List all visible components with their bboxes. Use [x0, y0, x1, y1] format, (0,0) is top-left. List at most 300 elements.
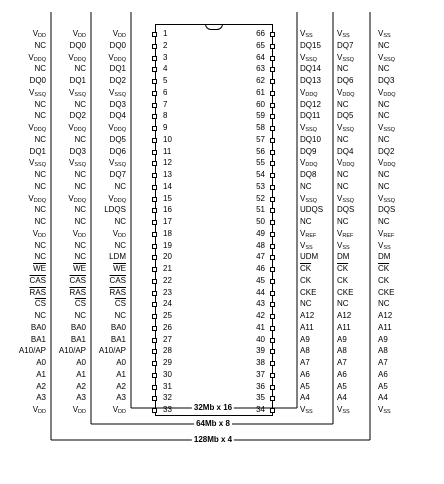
pin-51-c32-signal: UDQS [300, 205, 324, 215]
pin-9-marker [152, 126, 157, 131]
pin-54-c32-signal: DQ8 [300, 170, 317, 179]
pin-31-marker [152, 385, 157, 390]
pin-58-c64-signal: $V_{SSQ}$ [337, 123, 354, 133]
pin-38-marker [270, 361, 275, 366]
pin-49-c128-signal: $V_{REF}$ [378, 228, 395, 239]
pin-54-c64-signal: NC [337, 170, 349, 179]
pin-23-number: 23 [163, 287, 172, 297]
pin-7-c32-signal: DQ3 [109, 99, 126, 109]
pin-14-marker [152, 185, 157, 190]
pin-40-marker [270, 338, 275, 343]
pin-66-c128-signal: $V_{SS}$ [378, 29, 391, 39]
pin-61-c64-signal: $V_{DDQ}$ [337, 87, 355, 98]
pin-49-c64-signal: $V_{REF}$ [337, 228, 354, 239]
pin-14-c128-signal: NC [34, 181, 46, 191]
pin-58-marker [270, 126, 275, 131]
pin-34-number: 34 [256, 405, 265, 414]
pin-10-c32-signal: DQ5 [109, 134, 126, 144]
pin-17-number: 17 [163, 217, 172, 226]
pin-66-c64-signal: $V_{SS}$ [337, 29, 350, 39]
label-32mb-x16: 32Mb x 16 [193, 403, 233, 412]
pin-37-number: 37 [256, 369, 265, 379]
pin-33-c32-signal: $V_{DD}$ [112, 405, 126, 415]
pin-48-c64-signal: $V_{SS}$ [337, 240, 350, 251]
pin-47-c32-signal: UDM [300, 252, 319, 262]
pin-39-c128-signal: A8 [378, 346, 388, 356]
pin-51-marker [270, 208, 275, 213]
pin-6-c128-signal: $V_{SSQ}$ [29, 87, 46, 98]
pin-19-marker [152, 244, 157, 249]
pin-42-c128-signal: A12 [378, 311, 393, 320]
pin-31-c64-signal: A2 [76, 381, 86, 391]
pin-32-marker [152, 396, 157, 401]
pin-65-marker [270, 44, 275, 49]
pin-62-c32-signal: DQ13 [300, 76, 321, 85]
pin-42-c64-signal: A12 [337, 311, 352, 320]
pin-61-number: 61 [256, 87, 265, 97]
pin-48-c32-signal: $V_{SS}$ [300, 240, 313, 251]
pin-36-c64-signal: A5 [337, 381, 347, 391]
pin-42-number: 42 [256, 311, 265, 320]
pin-48-marker [270, 244, 275, 249]
pin-3-c32-signal: $V_{DDQ}$ [108, 52, 126, 63]
pin-64-c128-signal: $V_{SSQ}$ [378, 52, 395, 63]
pin-33-c128-signal: $V_{DD}$ [32, 405, 46, 415]
pin-53-c32-signal: NC [300, 181, 312, 191]
pin-3-c64-signal: $V_{DDQ}$ [68, 52, 86, 63]
pin-6-c64-signal: $V_{SSQ}$ [69, 87, 86, 98]
pin-18-c32-signal: $V_{DD}$ [112, 228, 126, 239]
pin-63-c64-signal: NC [337, 64, 349, 74]
pin-28-c128-signal: A10/AP [18, 346, 46, 356]
pin-49-c32-signal: $V_{REF}$ [300, 228, 317, 239]
pin-15-marker [152, 197, 157, 202]
pin-16-number: 16 [163, 205, 172, 215]
pin-28-c32-signal: A10/AP [98, 346, 126, 356]
pin-10-marker [152, 138, 157, 143]
pin-26-c128-signal: BA0 [30, 322, 46, 332]
pin-60-c64-signal: NC [337, 99, 349, 109]
pin-31-c32-signal: A2 [116, 381, 126, 391]
pin-41-c32-signal: A11 [300, 322, 314, 332]
pin-27-number: 27 [163, 334, 172, 344]
pin-51-c128-signal: DQS [378, 205, 396, 215]
pin-42-marker [270, 314, 275, 319]
pin-63-number: 63 [256, 64, 265, 74]
pin-61-c32-signal: $V_{DDQ}$ [300, 87, 318, 98]
pin-2-c32-signal: DQ0 [109, 40, 126, 50]
pin-44-c32-signal: CKE [300, 287, 317, 297]
pin-43-number: 43 [256, 299, 265, 309]
pin-48-c128-signal: $V_{SS}$ [378, 240, 391, 251]
pin-50-number: 50 [256, 217, 265, 226]
pin-61-marker [270, 91, 275, 96]
pin-12-c32-signal: $V_{SSQ}$ [109, 158, 126, 169]
pin-24-c64-signal: $\overline{CS}$ [74, 299, 86, 309]
pin-8-c64-signal: DQ2 [69, 111, 86, 121]
pin-19-c64-signal: NC [74, 240, 86, 250]
pin-53-number: 53 [256, 181, 265, 191]
pin-58-c128-signal: $V_{SSQ}$ [378, 123, 395, 133]
pin-54-number: 54 [256, 170, 265, 179]
pin-18-c64-signal: $V_{DD}$ [72, 228, 86, 239]
pin-59-number: 59 [256, 111, 265, 121]
pin-43-c32-signal: NC [300, 299, 312, 309]
pin-38-number: 38 [256, 358, 265, 367]
pin-52-c128-signal: $V_{SSQ}$ [378, 193, 395, 204]
pin-62-number: 62 [256, 76, 265, 85]
pin-24-c32-signal: $\overline{CS}$ [114, 299, 126, 309]
pin-58-c32-signal: $V_{SSQ}$ [300, 123, 317, 133]
pin-11-c128-signal: DQ1 [29, 146, 46, 156]
pin-21-c32-signal: $\overline{WE}$ [113, 264, 126, 273]
pin-60-marker [270, 103, 275, 108]
pin-6-c32-signal: $V_{SSQ}$ [109, 87, 126, 98]
pin-9-number: 9 [163, 123, 168, 132]
pin-24-c128-signal: $\overline{CS}$ [34, 299, 46, 309]
pin-8-c32-signal: DQ4 [109, 111, 126, 121]
label-64mb-x8: 64Mb x 8 [196, 419, 230, 428]
pin-4-number: 4 [163, 64, 168, 74]
pin-24-marker [152, 302, 157, 307]
pin-20-c32-signal: LDM [109, 252, 126, 262]
pin-65-c128-signal: NC [378, 40, 390, 50]
pin-22-c32-signal: $\overline{CAS}$ [109, 275, 126, 285]
pin-11-c32-signal: DQ6 [109, 146, 126, 156]
pin-46-c64-signal: $\overline{CK}$ [337, 264, 349, 273]
pin-44-c64-signal: CKE [337, 287, 354, 297]
pin-9-c128-signal: $V_{DDQ}$ [28, 123, 46, 133]
pin-56-marker [270, 150, 275, 155]
pin-34-c32-signal: $V_{SS}$ [300, 405, 313, 415]
pin-25-c32-signal: NC [114, 311, 126, 320]
pin-4-c64-signal: NC [74, 64, 86, 74]
pin-41-number: 41 [256, 322, 265, 332]
pin-27-c128-signal: BA1 [30, 334, 46, 344]
pin-65-number: 65 [256, 40, 265, 50]
pin-13-number: 13 [163, 170, 172, 179]
pin-29-c64-signal: A0 [76, 358, 86, 367]
pin-29-c128-signal: A0 [36, 358, 46, 367]
pin-13-c128-signal: NC [34, 170, 46, 179]
pin-28-number: 28 [163, 346, 172, 356]
pin-3-marker [152, 56, 157, 61]
pin-26-c32-signal: BA0 [110, 322, 126, 332]
pin-21-c64-signal: $\overline{WE}$ [73, 264, 86, 273]
pin-12-marker [152, 161, 157, 166]
pin-47-number: 47 [256, 252, 265, 262]
pin-10-number: 10 [163, 134, 172, 144]
pin-45-c64-signal: CK [337, 275, 349, 285]
pin-16-c64-signal: NC [74, 205, 86, 215]
pin-34-marker [270, 408, 275, 413]
pin-1-c128-signal: $V_{DD}$ [32, 29, 46, 39]
pin-52-c64-signal: $V_{SSQ}$ [337, 193, 354, 204]
pin-7-marker [152, 103, 157, 108]
pin-32-number: 32 [163, 393, 172, 403]
pin-59-marker [270, 114, 275, 119]
pin-64-c64-signal: $V_{SSQ}$ [337, 52, 354, 63]
pin-30-number: 30 [163, 369, 172, 379]
pin-4-c128-signal: NC [34, 64, 46, 74]
pin-30-c32-signal: A1 [116, 369, 126, 379]
pin-45-c32-signal: CK [300, 275, 312, 285]
pin-21-c128-signal: $\overline{WE}$ [33, 264, 46, 273]
pin-37-c128-signal: A6 [378, 369, 388, 379]
pin-41-c64-signal: A11 [337, 322, 351, 332]
pin-54-marker [270, 173, 275, 178]
pin-37-c32-signal: A6 [300, 369, 310, 379]
pin-33-marker [152, 408, 157, 413]
pin-7-c64-signal: NC [74, 99, 86, 109]
pin-25-number: 25 [163, 311, 172, 320]
pin-7-number: 7 [163, 99, 168, 109]
pin-22-number: 22 [163, 275, 172, 285]
pin-1-c32-signal: $V_{DD}$ [112, 29, 126, 39]
pin-33-number: 33 [163, 405, 172, 414]
pin-5-c64-signal: DQ1 [69, 76, 86, 85]
pin-51-number: 51 [256, 205, 265, 215]
pin-40-c64-signal: A9 [337, 334, 347, 344]
pin-40-c32-signal: A9 [300, 334, 310, 344]
pin-25-c128-signal: NC [34, 311, 46, 320]
pin-32-c32-signal: A3 [116, 393, 126, 403]
pin-55-marker [270, 161, 275, 166]
pin-57-marker [270, 138, 275, 143]
pin-2-c64-signal: DQ0 [69, 40, 86, 50]
pin-17-marker [152, 220, 157, 225]
pin-63-marker [270, 67, 275, 72]
pin-60-c32-signal: DQ12 [300, 99, 321, 109]
pin-53-c64-signal: NC [337, 181, 349, 191]
pin-16-c128-signal: NC [34, 205, 46, 215]
label-128mb-x4: 128Mb x 4 [193, 435, 233, 444]
pin-56-number: 56 [256, 146, 265, 156]
pin-63-c128-signal: NC [378, 64, 390, 74]
pin-28-c64-signal: A10/AP [58, 346, 86, 356]
pin-59-c128-signal: NC [378, 111, 390, 121]
pin-27-c64-signal: BA1 [70, 334, 86, 344]
pin-53-marker [270, 185, 275, 190]
pin-41-c128-signal: A11 [378, 322, 392, 332]
pin-20-marker [152, 255, 157, 260]
pin-29-number: 29 [163, 358, 172, 367]
pin-36-c32-signal: A5 [300, 381, 310, 391]
pin-14-c64-signal: NC [74, 181, 86, 191]
pin-17-c64-signal: NC [74, 217, 86, 226]
pin-45-marker [270, 279, 275, 284]
pin-3-c128-signal: $V_{DDQ}$ [28, 52, 46, 63]
pin-48-number: 48 [256, 240, 265, 250]
pin-12-c128-signal: $V_{SSQ}$ [29, 158, 46, 169]
pin-60-c128-signal: NC [378, 99, 390, 109]
pin-34-c64-signal: $V_{SS}$ [337, 405, 350, 415]
pin-13-c64-signal: NC [74, 170, 86, 179]
pin-45-number: 45 [256, 275, 265, 285]
pin-29-marker [152, 361, 157, 366]
pin-55-number: 55 [256, 158, 265, 168]
pin-5-c128-signal: DQ0 [29, 76, 46, 85]
pin-37-c64-signal: A6 [337, 369, 347, 379]
pin-30-c128-signal: A1 [36, 369, 46, 379]
pin-15-c128-signal: $V_{DDQ}$ [28, 193, 46, 204]
pin-60-number: 60 [256, 99, 265, 109]
pin-56-c32-signal: DQ9 [300, 146, 317, 156]
pin-33-c64-signal: $V_{DD}$ [72, 405, 86, 415]
pin-13-marker [152, 173, 157, 178]
pin-11-c64-signal: DQ3 [69, 146, 86, 156]
pin-25-marker [152, 314, 157, 319]
pin-36-c128-signal: A5 [378, 381, 388, 391]
pin-15-number: 15 [163, 193, 172, 203]
pin-66-c32-signal: $V_{SS}$ [300, 29, 313, 39]
pin-47-c128-signal: DM [378, 252, 391, 262]
pin-50-c64-signal: NC [337, 217, 349, 226]
pin-18-c128-signal: $V_{DD}$ [32, 228, 46, 239]
pin-8-marker [152, 114, 157, 119]
pin-4-marker [152, 67, 157, 72]
pin-66-marker [270, 32, 275, 37]
pin-47-marker [270, 255, 275, 260]
pin-20-c64-signal: NC [74, 252, 86, 262]
pin-57-c32-signal: DQ10 [300, 134, 321, 144]
pin-35-c32-signal: A4 [300, 393, 310, 403]
pin-66-number: 66 [256, 29, 265, 38]
pin-59-c64-signal: DQ5 [337, 111, 354, 121]
pin-27-c32-signal: BA1 [110, 334, 126, 344]
pin-15-c64-signal: $V_{DDQ}$ [68, 193, 86, 204]
pin-25-c64-signal: NC [74, 311, 86, 320]
pin-39-c32-signal: A8 [300, 346, 310, 356]
pin-12-c64-signal: $V_{SSQ}$ [69, 158, 86, 169]
pin-35-c128-signal: A4 [378, 393, 388, 403]
pin-64-number: 64 [256, 52, 265, 62]
pin-32-c128-signal: A3 [36, 393, 46, 403]
pin-62-c64-signal: DQ6 [337, 76, 354, 85]
pin-2-c128-signal: NC [34, 40, 46, 50]
pin-20-c128-signal: NC [34, 252, 46, 262]
pin-38-c128-signal: A7 [378, 358, 388, 367]
pin-63-c32-signal: DQ14 [300, 64, 321, 74]
pin-46-c128-signal: $\overline{CK}$ [378, 264, 390, 273]
pin-16-marker [152, 208, 157, 213]
pin-49-number: 49 [256, 228, 265, 238]
pin-30-c64-signal: A1 [76, 369, 86, 379]
pin-28-marker [152, 349, 157, 354]
pin-50-c128-signal: NC [378, 217, 390, 226]
pin-31-c128-signal: A2 [36, 381, 46, 391]
pin-2-marker [152, 44, 157, 49]
pin-46-number: 46 [256, 264, 265, 273]
pin-57-number: 57 [256, 134, 265, 144]
pin-55-c128-signal: $V_{DDQ}$ [378, 158, 396, 169]
pin-19-c32-signal: NC [114, 240, 126, 250]
pin-26-number: 26 [163, 322, 172, 332]
pin-22-marker [152, 279, 157, 284]
pin-8-number: 8 [163, 111, 168, 121]
pin-39-number: 39 [256, 346, 265, 356]
pin-19-number: 19 [163, 240, 172, 250]
pin-5-marker [152, 79, 157, 84]
pin-24-number: 24 [163, 299, 172, 309]
pin-6-number: 6 [163, 87, 168, 97]
pin-37-marker [270, 373, 275, 378]
pin-39-marker [270, 349, 275, 354]
pin-35-number: 35 [256, 393, 265, 403]
pin-20-number: 20 [163, 252, 172, 262]
pin-59-c32-signal: DQ11 [300, 111, 321, 121]
pin-18-marker [152, 232, 157, 237]
pin-29-c32-signal: A0 [116, 358, 126, 367]
pin-4-c32-signal: DQ1 [109, 64, 126, 74]
pin-50-marker [270, 220, 275, 225]
pin-21-marker [152, 267, 157, 272]
pin-16-c32-signal: LDQS [104, 205, 126, 215]
pin-21-number: 21 [163, 264, 172, 273]
pin-10-c64-signal: NC [74, 134, 86, 144]
pin-36-marker [270, 385, 275, 390]
pin-23-c64-signal: $\overline{RAS}$ [69, 287, 86, 297]
pin-35-c64-signal: A4 [337, 393, 347, 403]
pin-17-c32-signal: NC [114, 217, 126, 226]
pin-45-c128-signal: CK [378, 275, 390, 285]
pin-62-c128-signal: DQ3 [378, 76, 395, 85]
pin-44-number: 44 [256, 287, 265, 297]
pin-26-marker [152, 326, 157, 331]
pin-65-c64-signal: DQ7 [337, 40, 354, 50]
pin-9-c32-signal: $V_{DDQ}$ [108, 123, 126, 133]
pin-57-c64-signal: NC [337, 134, 349, 144]
pin-43-c64-signal: NC [337, 299, 349, 309]
pin-47-c64-signal: DM [337, 252, 350, 262]
pin-1-marker [152, 32, 157, 37]
pin-64-marker [270, 56, 275, 61]
pin-23-c32-signal: $\overline{RAS}$ [109, 287, 126, 297]
pin-35-marker [270, 396, 275, 401]
pin-51-c64-signal: DQS [337, 205, 355, 215]
pin-44-marker [270, 291, 275, 296]
pin-62-marker [270, 79, 275, 84]
pin-12-number: 12 [163, 158, 172, 168]
pin-58-number: 58 [256, 123, 265, 132]
pin-23-marker [152, 291, 157, 296]
pin-56-c128-signal: DQ2 [378, 146, 395, 156]
pin-50-c32-signal: NC [300, 217, 312, 226]
pin-10-c128-signal: NC [34, 134, 46, 144]
pin-23-c128-signal: $\overline{RAS}$ [29, 287, 46, 297]
pin-55-c32-signal: $V_{DDQ}$ [300, 158, 318, 169]
pin-42-c32-signal: A12 [300, 311, 315, 320]
pin-5-number: 5 [163, 76, 168, 85]
pin-1-c64-signal: $V_{DD}$ [72, 29, 86, 39]
pin-57-c128-signal: NC [378, 134, 390, 144]
pin-54-c128-signal: NC [378, 170, 390, 179]
pin-46-c32-signal: $\overline{CK}$ [300, 264, 312, 273]
pin-18-number: 18 [163, 228, 172, 238]
pin-14-c32-signal: NC [114, 181, 126, 191]
pin-43-c128-signal: NC [378, 299, 390, 309]
pin-7-c128-signal: NC [34, 99, 46, 109]
pin-44-c128-signal: CKE [378, 287, 395, 297]
pin-27-marker [152, 338, 157, 343]
pin-52-marker [270, 197, 275, 202]
pin-64-c32-signal: $V_{SSQ}$ [300, 52, 317, 63]
pin-43-marker [270, 302, 275, 307]
pin-36-number: 36 [256, 381, 265, 391]
pin-56-c64-signal: DQ4 [337, 146, 354, 156]
pin-1-number: 1 [163, 29, 168, 38]
pin-14-number: 14 [163, 181, 172, 191]
